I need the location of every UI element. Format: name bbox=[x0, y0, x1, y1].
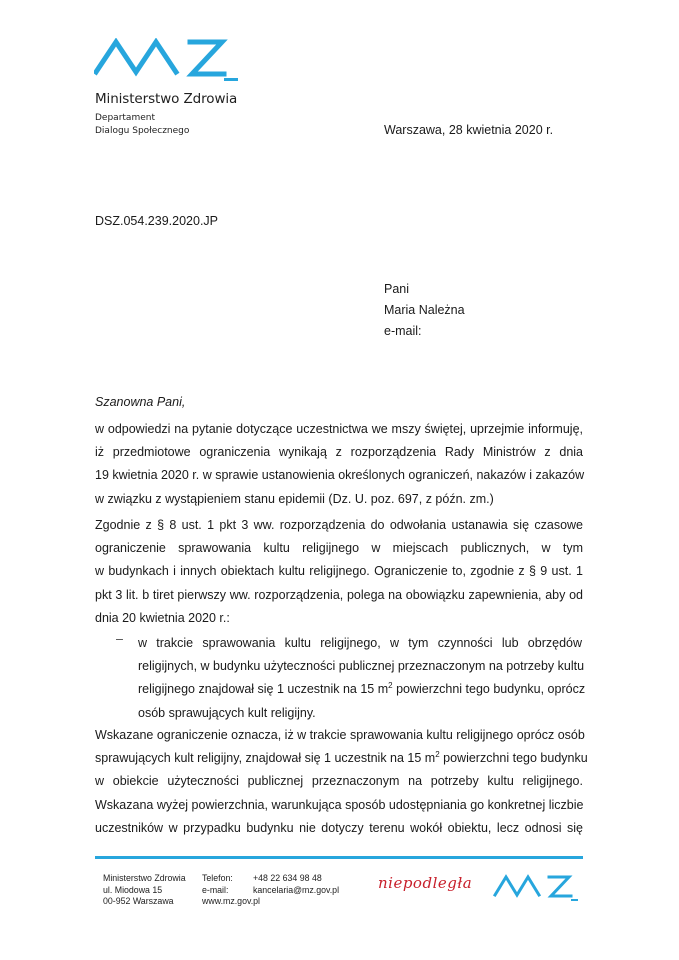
text-line: Zgodnie z § 8 ust. 1 pkt 3 ww. rozporządzenia do odwołania ustanawia się czasowe bbox=[95, 518, 583, 532]
footer-phone-label: Telefon: bbox=[202, 873, 233, 883]
niepodlegla-signature: niepodległa bbox=[378, 874, 473, 892]
footer-phone: +48 22 634 98 48 bbox=[253, 873, 322, 883]
footer-address-line: 00-952 Warszawa bbox=[103, 896, 174, 906]
text-line: 19 kwietnia 2020 r. w sprawie ustanowienia określonych ograniczeń, nakazów i zakazów bbox=[95, 468, 585, 483]
footer-address-line: Ministerstwo Zdrowia bbox=[103, 873, 186, 883]
text-line: iż przedmiotowe ograniczenia wynikają z rozporządzenia Rady Ministrów z dnia bbox=[95, 445, 583, 460]
salutation: Szanowna Pani, bbox=[95, 395, 186, 409]
department-name bbox=[95, 112, 189, 138]
recipient-title: Pani bbox=[384, 282, 410, 296]
superscript: 2 bbox=[388, 681, 393, 691]
text-line: w odpowiedzi na pytanie dotyczące uczestnictwa we mszy świętej, uprzejmie informuję, bbox=[95, 422, 583, 436]
footer-contact-values bbox=[253, 873, 339, 896]
footer-contact-labels bbox=[202, 873, 260, 908]
footer-address bbox=[103, 873, 186, 908]
text-line: ograniczenie sprawowania kultu religijnego w miejscach publicznych, w tym bbox=[95, 541, 583, 556]
text-line: uczestników w przypadku budynku nie dotyczy terenu wokół obiektu, lecz odnosi się bbox=[95, 820, 583, 835]
text-line: w obiekcie użyteczności publicznej przeznaczonym na potrzeby kultu religijnego. bbox=[95, 774, 583, 789]
letter-date: Warszawa, 28 kwietnia 2020 r. bbox=[384, 123, 554, 137]
text-line: dnia 20 kwietnia 2020 r.: bbox=[95, 610, 230, 625]
recipient-email-label: e-mail: bbox=[384, 324, 422, 338]
paragraph-explanation bbox=[95, 724, 588, 840]
recipient-name: Maria Należna bbox=[384, 303, 465, 317]
text-line: pkt 3 lit. b tiret pierwszy ww. rozporządzenia, polega na obowiązku zapewnienia, aby od bbox=[95, 587, 583, 602]
department-line: Dialogu Społecznego bbox=[95, 126, 190, 136]
text-line: religijnego znajdował się 1 uczestnik na 15 $m^2$ powierzchni tego budynku, oprócz bbox=[138, 681, 586, 697]
footer-website-link[interactable]: www.mz.gov.pl bbox=[202, 896, 261, 906]
paragraph-intro bbox=[95, 418, 583, 511]
bullet-item bbox=[138, 632, 586, 725]
bullet-dash: – bbox=[116, 632, 123, 646]
reference-number: DSZ.054.239.2020.JP bbox=[95, 214, 218, 228]
text-line: sprawujących kult religijny, znajdował się 1 uczestnik na 15 $m^2$ powierzchni tego budynku bbox=[95, 750, 588, 766]
recipient-block bbox=[384, 279, 465, 342]
department-line: Departament bbox=[95, 113, 155, 123]
text-line: religijnych, w budynku użyteczności publicznej przeznaczonym na potrzeby kultu bbox=[138, 659, 585, 674]
mz-logo-small-icon bbox=[493, 873, 579, 903]
text-line: w budynkach i innych obiektach kultu religijnego. Ograniczenie to, zgodnie z § 9 ust. 1 bbox=[95, 564, 583, 579]
text-line: w związku z wystąpieniem stanu epidemii (Dz. U. poz. 697, z późn. zm.) bbox=[95, 491, 494, 506]
text-line: osób sprawujących kult religijny. bbox=[138, 705, 316, 720]
footer-divider bbox=[95, 856, 583, 859]
superscript: 2 bbox=[435, 750, 440, 760]
footer-email-label: e-mail: bbox=[202, 884, 229, 895]
footer-address-line: ul. Miodowa 15 bbox=[103, 884, 163, 895]
institution-name: Ministerstwo Zdrowia bbox=[95, 91, 238, 107]
footer-email-link[interactable]: kancelaria@mz.gov.pl bbox=[253, 884, 340, 895]
text-line: w trakcie sprawowania kultu religijnego, w tym czynności lub obrzędów bbox=[138, 636, 582, 650]
paragraph-regulation bbox=[95, 514, 583, 630]
text-line: Wskazane ograniczenie oznacza, iż w trakcie sprawowania kultu religijnego oprócz osób bbox=[95, 728, 585, 742]
text-line: Wskazana wyżej powierzchnia, warunkująca sposób udostępniania go konkretnej liczbie bbox=[95, 797, 584, 812]
mz-logo-icon bbox=[94, 38, 240, 88]
